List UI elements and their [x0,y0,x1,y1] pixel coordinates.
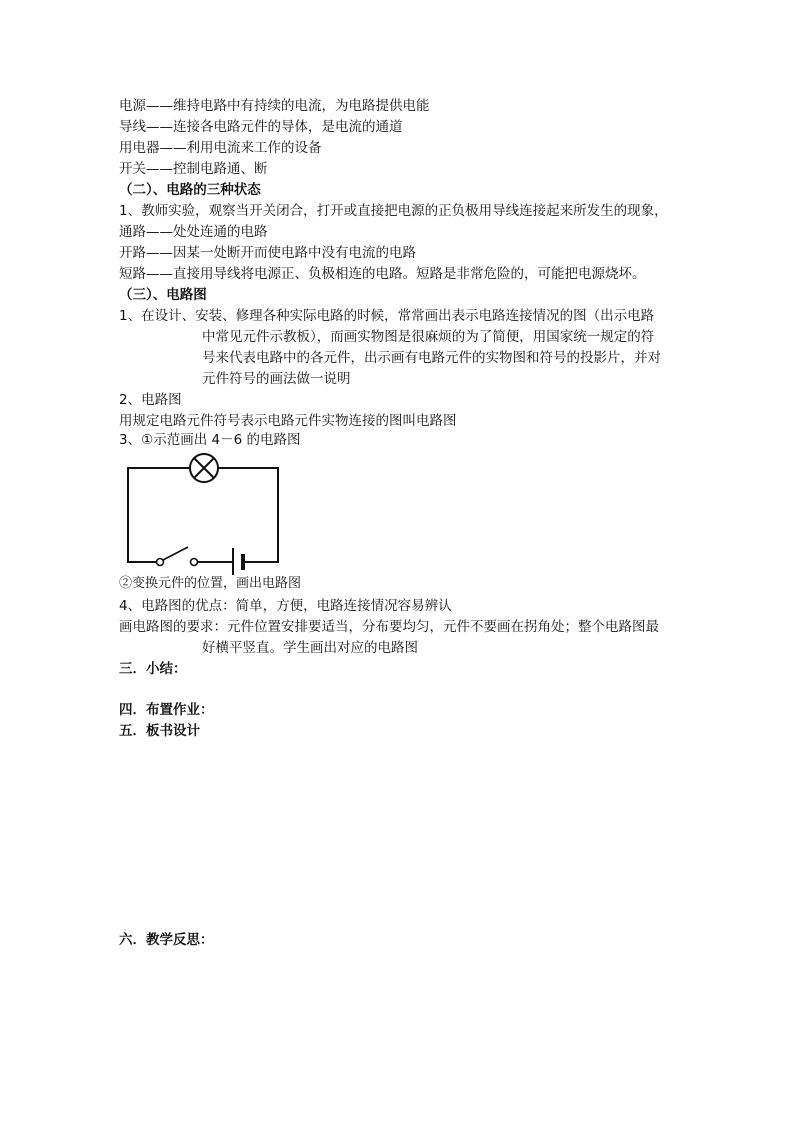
section-heading-summary: 三．小结： [119,661,187,677]
section-heading-homework: 四．布置作业： [119,702,214,718]
section-heading-board-design: 五．板书设计 [119,723,200,739]
section-heading-reflection: 六．教学反思： [119,932,214,948]
line-diagram-advantages: 4、电路图的优点：简单，方便，电路连接情况容易辨认 [119,598,452,614]
line-closed-circuit: 通路——处处连通的电路 [119,224,268,240]
circuit-diagram [120,450,285,575]
line-circuit-diagram-definition: 用规定电路元件符号表示电路元件实物连接的图叫电路图 [119,413,457,429]
section-heading-circuit-states: （二）、电路的三种状态 [119,182,261,198]
line-appliance: 用电器——利用电流来工作的设备 [119,140,322,156]
lamp-icon [190,454,218,482]
line-wire: 导线——连接各电路元件的导体，是电流的通道 [119,119,403,135]
line-open-circuit: 开路——因某一处断开而使电路中没有电流的电路 [119,245,416,261]
line-design-intro-cont-1: 中常见元件示教板），而画实物图是很麻烦的为了简便，用国家统一规定的符 [202,329,655,345]
battery-icon [233,548,243,575]
line-rearrange-components: ②变换元件的位置，画出电路图 [119,576,302,591]
line-demo-draw: 3、①示范画出 4－6 的电路图 [119,432,301,448]
line-power-source: 电源——维持电路中有持续的电流，为电路提供电能 [119,98,430,114]
line-diagram-requirements-cont: 好横平竖直。学生画出对应的电路图 [202,640,418,656]
line-teacher-experiment: 1、教师实验，观察当开关闭合，打开或直接把电源的正负极用导线连接起来所发生的现象， [119,203,668,219]
section-heading-circuit-diagram: （三）、电路图 [119,287,207,303]
switch-icon [157,547,198,566]
line-short-circuit: 短路——直接用导线将电源正、负极相连的电路。短路是非常危险的，可能把电源烧坏。 [119,266,646,282]
line-diagram-requirements: 画电路图的要求：元件位置安排要适当，分布要均匀，元件不要画在拐角处；整个电路图最 [119,619,659,635]
line-circuit-diagram-heading: 2、电路图 [119,392,182,408]
line-design-intro-cont-2: 号来代表电路中的各元件，出示画有电路元件的实物图和符号的投影片，并对 [202,350,661,366]
line-design-intro: 1、在设计、安装、修理各种实际电路的时候，常常画出表示电路连接情况的图（出示电路 [119,308,655,324]
line-design-intro-cont-3: 元件符号的画法做一说明 [202,371,351,387]
line-switch: 开关——控制电路通、断 [119,161,268,177]
